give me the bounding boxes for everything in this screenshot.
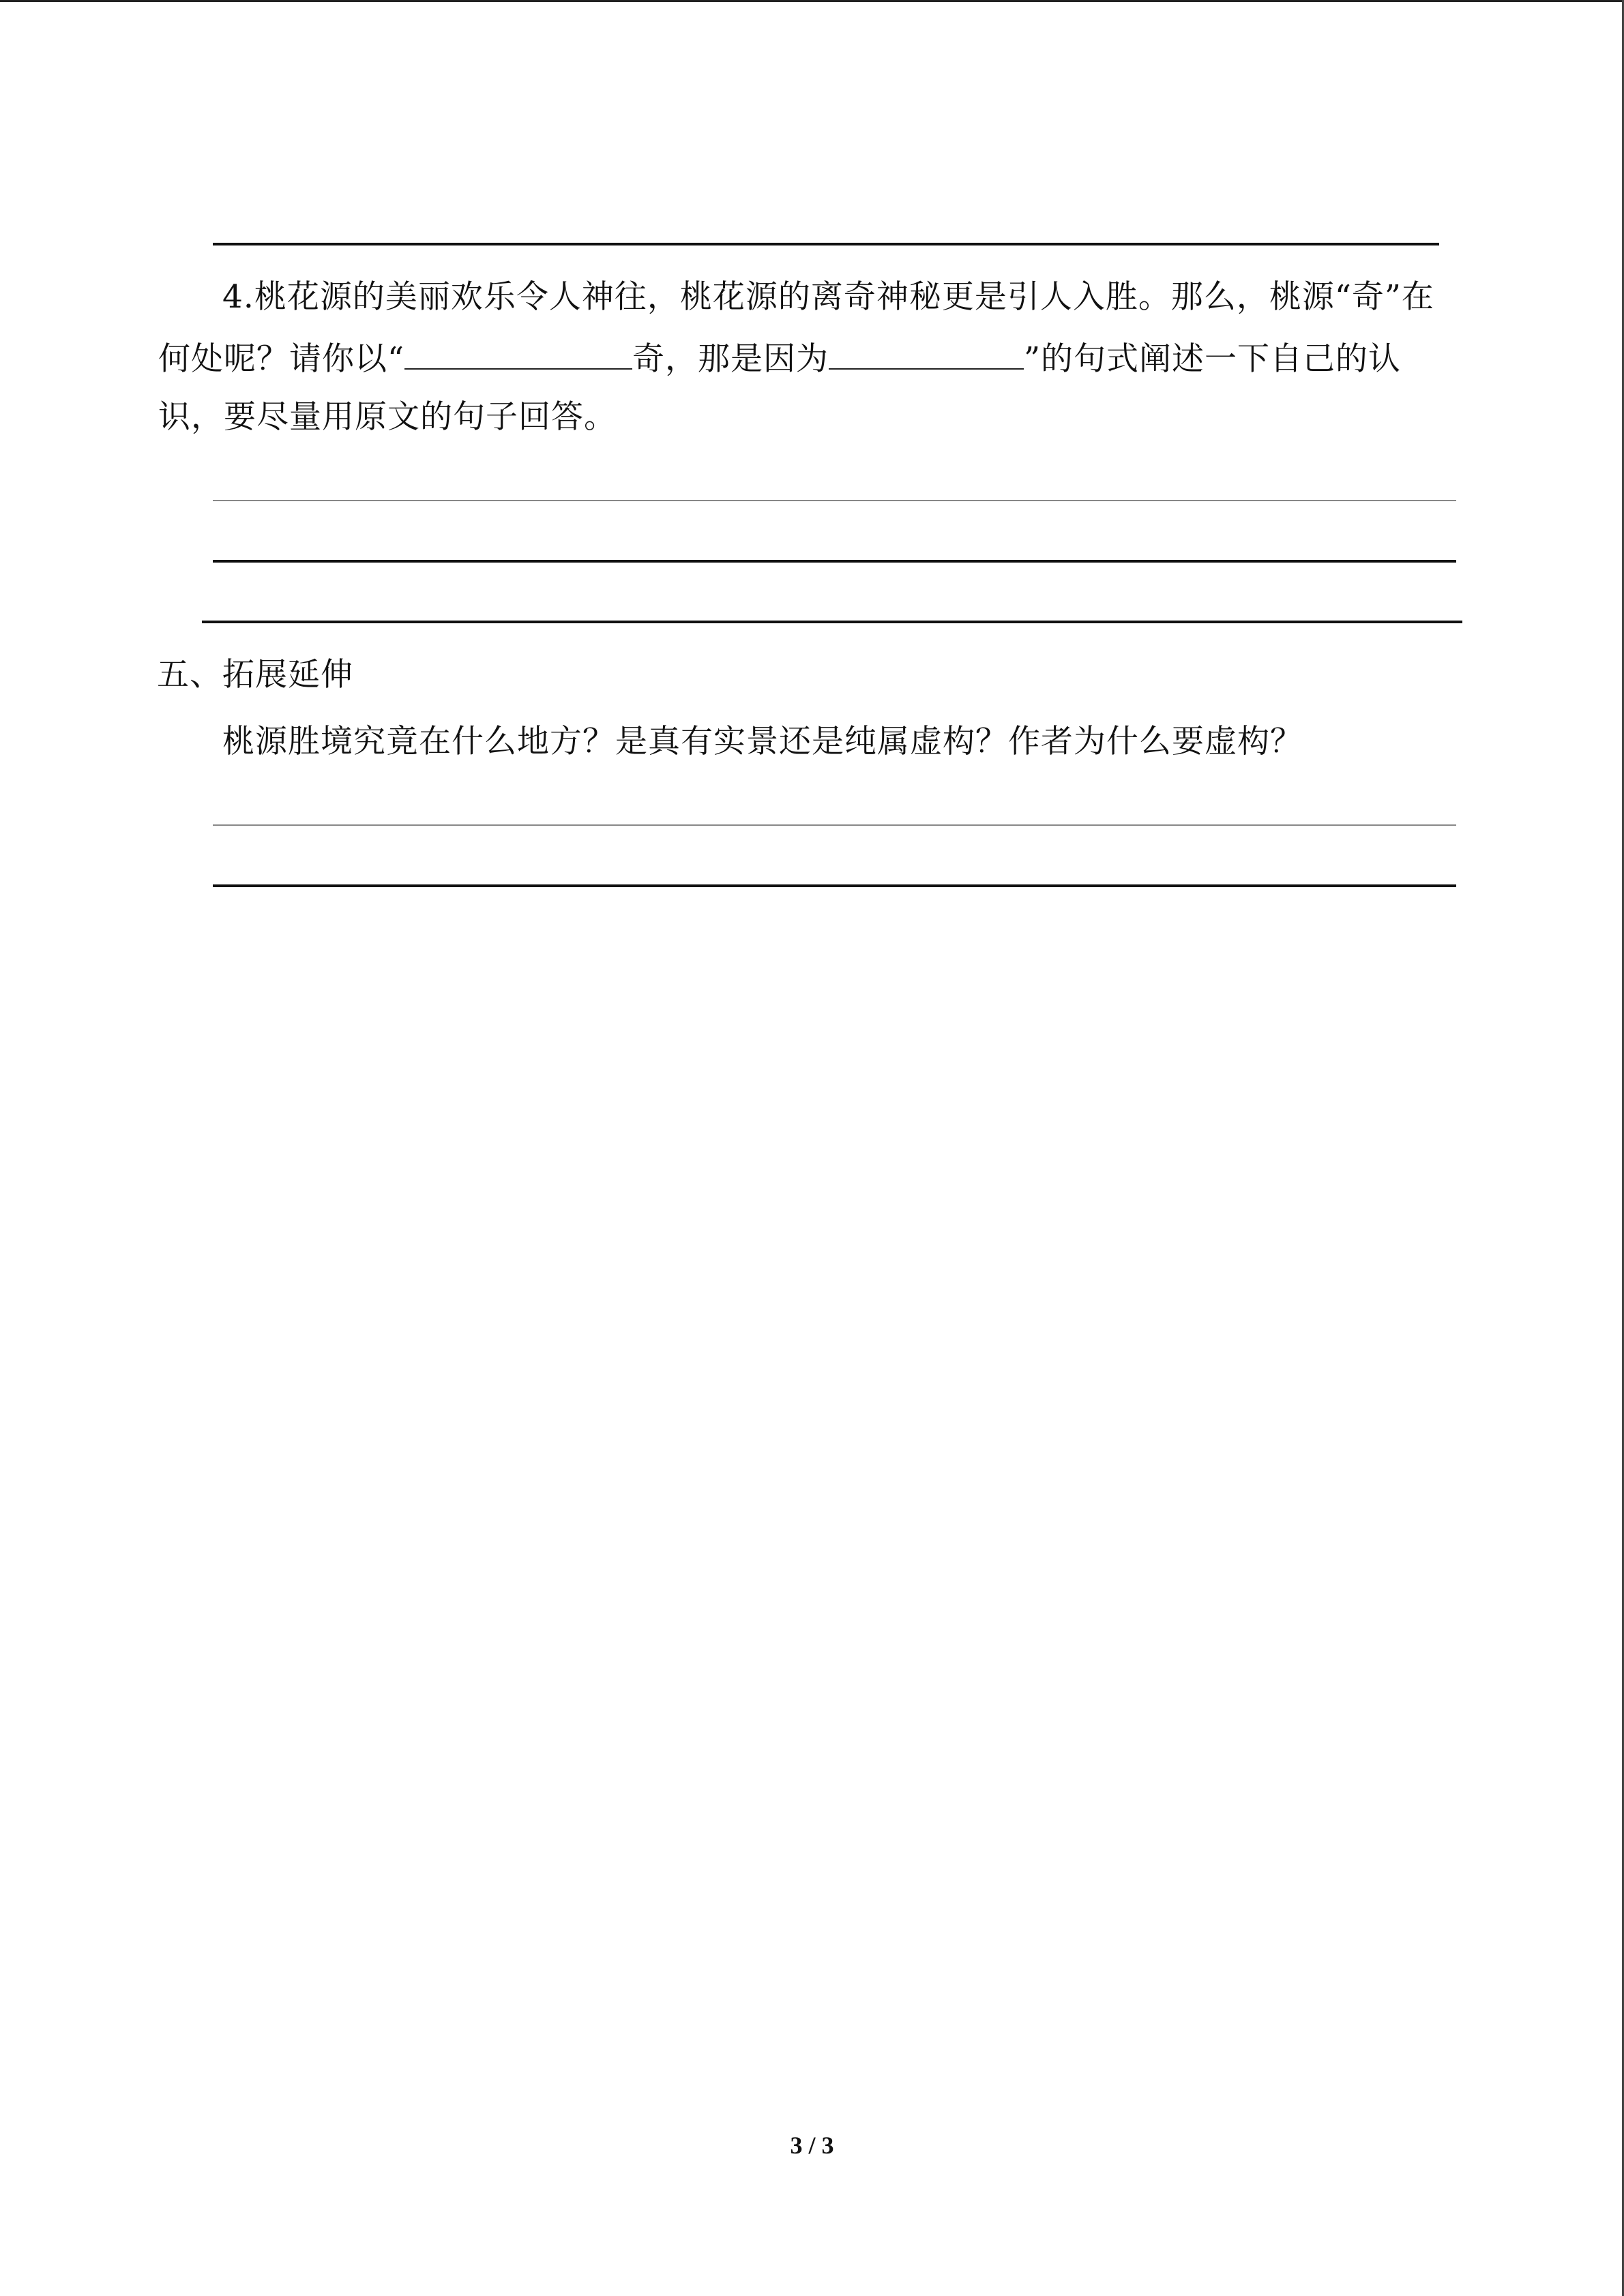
answer-line[interactable]: [213, 560, 1456, 563]
answer-line[interactable]: [213, 243, 1439, 245]
question-4-line-3: 识，要尽量用原文的句子回答。: [158, 398, 617, 436]
question-4-line-2-suffix: ”的句式阐述一下自己的认: [1024, 340, 1402, 378]
section-5-question: 桃源胜境究竟在什么地方？是真有实景还是纯属虚构？作者为什么要虚构？: [222, 723, 1303, 760]
fill-blank-2[interactable]: [829, 338, 1024, 370]
question-4-line-1: 4.桃花源的美丽欢乐令人神往，桃花源的离奇神秘更是引人入胜。那么，桃源“奇”在: [222, 278, 1434, 316]
question-4-line-2-prefix: 何处呢？请你以“: [158, 340, 405, 378]
question-4-line-2: [158, 338, 1401, 378]
page-top-border: [0, 0, 1624, 2]
answer-line[interactable]: [213, 500, 1456, 501]
question-4-line-2-middle: 奇，那是因为: [632, 340, 829, 378]
answer-line[interactable]: [202, 621, 1462, 623]
section-5-heading: 五、拓展延伸: [157, 656, 353, 694]
fill-blank-1[interactable]: [404, 338, 632, 370]
answer-line[interactable]: [213, 884, 1456, 887]
answer-line[interactable]: [213, 824, 1456, 826]
page-number: 3 / 3: [790, 2132, 834, 2159]
